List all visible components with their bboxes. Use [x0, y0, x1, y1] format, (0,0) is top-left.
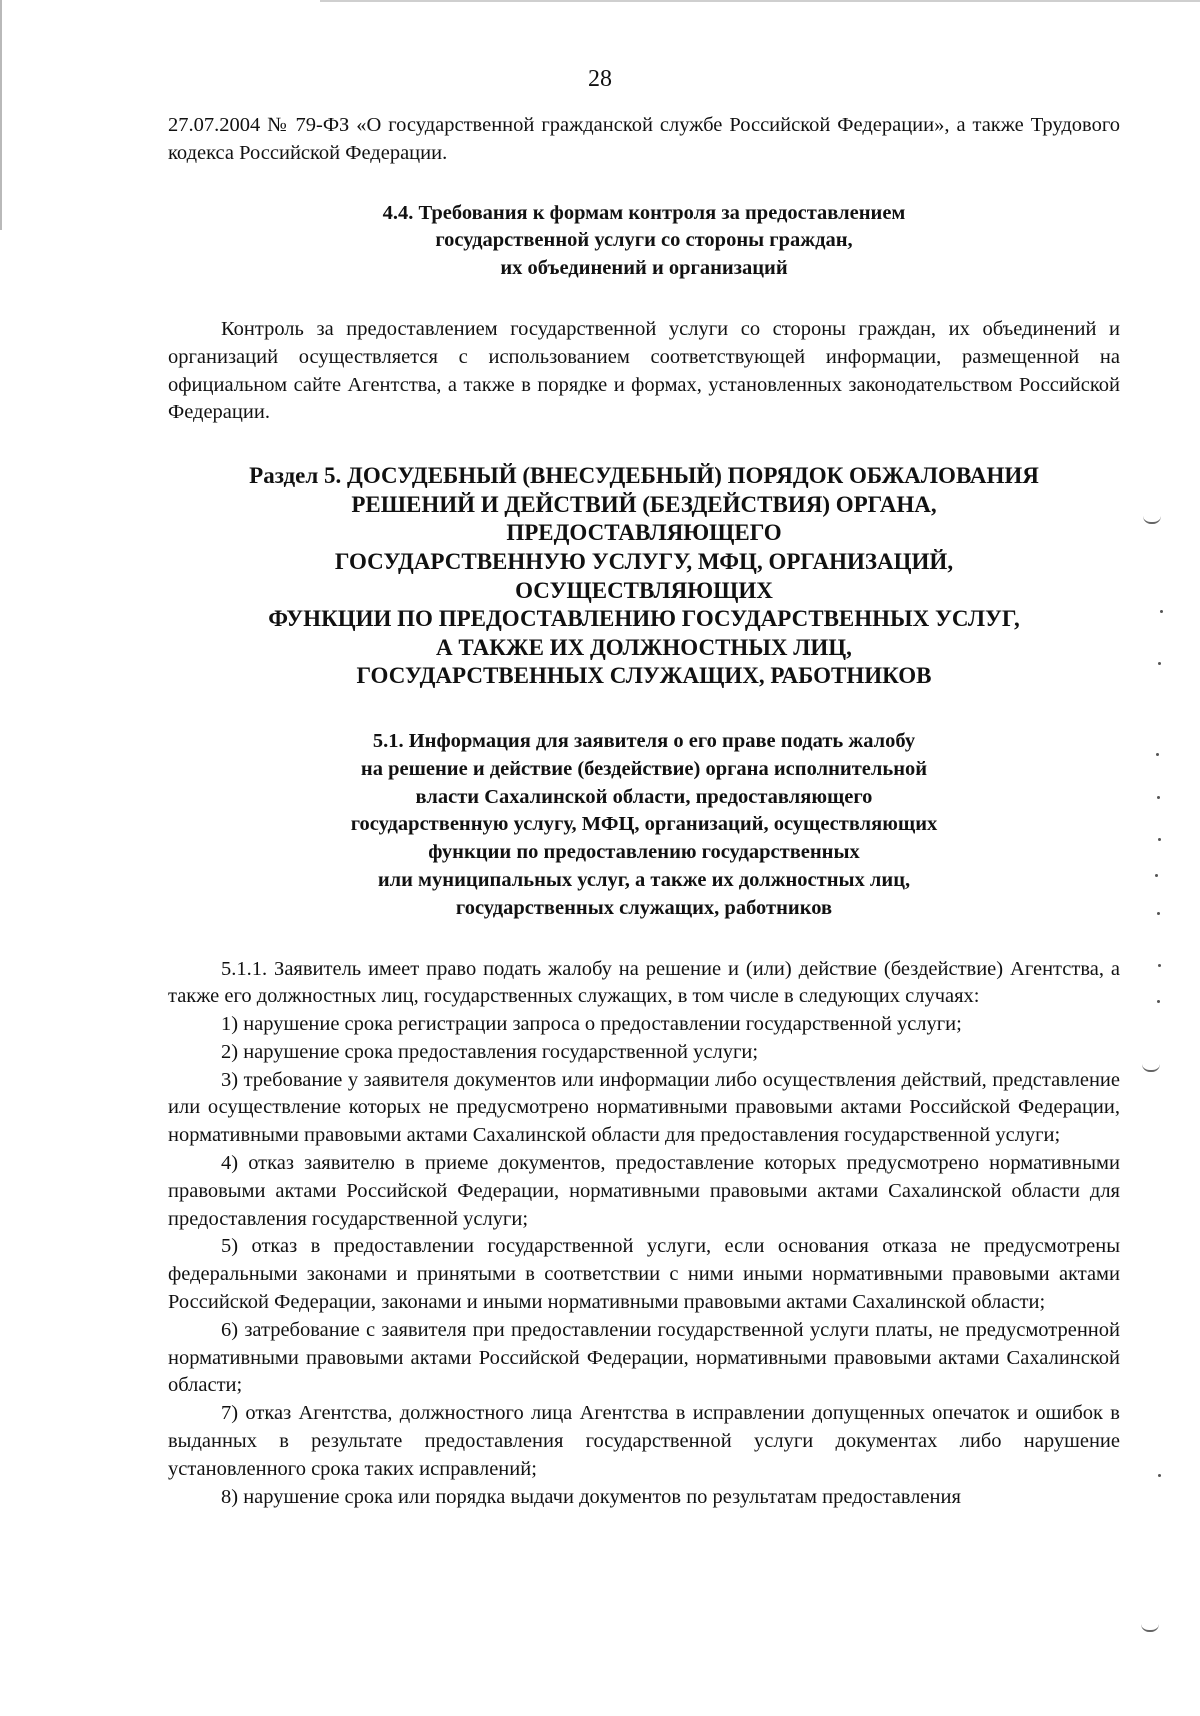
heading-5-1-line: 5.1. Информация для заявителя о его праве подать жалобу [372, 729, 916, 752]
scan-mark [1158, 1474, 1161, 1477]
document-body [168, 112, 1120, 1511]
list-item: 6) затребование с заявителя при предоставлении государственной услуги платы, не предусмотренной нормативными правовыми актами Российской Федерации, нормативными правовыми актами Сахалинской области; [168, 1318, 1120, 1397]
heading-4-4 [168, 200, 1120, 283]
heading-4-4-line: 4.4. Требования к формам контроля за предоставлением [382, 201, 906, 224]
scan-mark [1157, 1000, 1160, 1003]
scan-edge-left [0, 0, 2, 230]
heading-5-1-line: или муниципальных услуг, а также их должностных лиц, [377, 868, 911, 891]
scan-mark [1157, 912, 1160, 915]
control-paragraph: Контроль за предоставлением государственной услуги со стороны граждан, их объединений и организаций осуществляется с использованием соответствующей информации, размещенной на официальном сайте Агентства, а также в порядке и формах, установленных законодательством Российской Федерации. [168, 317, 1120, 424]
scan-mark [1158, 838, 1161, 841]
section-5-title-line: РЕШЕНИЙ И ДЕЙСТВИЙ (БЕЗДЕЙСТВИЯ) ОРГАНА, [351, 491, 937, 517]
heading-5-1-line: власти Сахалинской области, предоставляющего [415, 785, 873, 808]
heading-5-1-line: государственную услугу, МФЦ, организаций, осуществляющих [350, 813, 938, 836]
section-5-title-line: ГОСУДАРСТВЕННЫХ СЛУЖАЩИХ, РАБОТНИКОВ [356, 663, 932, 689]
scan-edge-top [320, 0, 1200, 2]
heading-4-4-line: государственной услуги со стороны граждан, [435, 229, 853, 252]
scan-mark [1156, 753, 1159, 756]
scan-mark [1142, 1064, 1160, 1072]
scan-mark [1160, 610, 1163, 613]
intro-paragraph: 27.07.2004 № 79-ФЗ «О государственной гражданской службе Российской Федерации», а также Трудового кодекса Российской Федерации. [168, 114, 1120, 164]
list-item: 8) нарушение срока или порядка выдачи документов по результатам предоставления [221, 1485, 961, 1508]
scan-mark [1158, 964, 1161, 967]
scan-mark [1157, 796, 1160, 799]
list-item: 5) отказ в предоставлении государственной услуги, если основания отказа не предусмотрены федеральными законами и принятыми в соответствии с ними иными нормативными правовыми актами Российской Федерации, законами и иными нормативными правовыми актами Сахалинской области; [168, 1235, 1120, 1314]
list-item: 7) отказ Агентства, должностного лица Агентства в исправлении допущенных опечаток и ошибок в выданных в результате предоставления государственной услуги документах либо нарушение установленного срока таких исправлений; [168, 1402, 1120, 1480]
scan-mark [1158, 662, 1161, 665]
section-5-title-line: ОСУЩЕСТВЛЯЮЩИХ [515, 577, 773, 603]
heading-5-1-line: государственных служащих, работников [455, 896, 833, 919]
section-5-title-line: ПРЕДОСТАВЛЯЮЩЕГО [506, 520, 782, 546]
heading-5-1-line: на решение и действие (бездействие) органа исполнительной [360, 757, 928, 780]
scan-mark [1143, 516, 1161, 524]
section-5-title [168, 462, 1120, 691]
scan-mark [1141, 1624, 1159, 1632]
section-5-title-line: ФУНКЦИИ ПО ПРЕДОСТАВЛЕНИЮ ГОСУДАРСТВЕННЫХ УСЛУГ, [268, 606, 1020, 632]
section-5-title-line: Раздел 5. ДОСУДЕБНЫЙ (ВНЕСУДЕБНЫЙ) ПОРЯДОК ОБЖАЛОВАНИЯ [249, 463, 1039, 489]
violation-list [168, 1011, 1120, 1511]
list-item: 3) требование у заявителя документов или информации либо осуществления действий, представление или осуществление которых не предусмотрено нормативными правовыми актами Российской Федерации, нормативными правовыми актами Сахалинской области для предоставления государственной услуги; [168, 1068, 1120, 1147]
heading-4-4-line: их объединений и организаций [500, 257, 788, 280]
list-item: 2) нарушение срока предоставления государственной услуги; [221, 1040, 759, 1063]
scan-mark [1155, 874, 1158, 877]
section-5-title-line: А ТАКЖЕ ИХ ДОЛЖНОСТНЫХ ЛИЦ, [436, 634, 852, 660]
heading-5-1-line: функции по предоставлению государственных [428, 841, 860, 864]
heading-5-1 [168, 728, 1120, 923]
list-item: 4) отказ заявителю в приеме документов, предоставление которых предусмотрено нормативными правовыми актами Российской Федерации, нормативными правовыми актами Сахалинской области для предоставления государственной услуги; [168, 1152, 1120, 1230]
list-item: 1) нарушение срока регистрации запроса о предоставлении государственной услуги; [221, 1013, 962, 1036]
section-5-title-line: ГОСУДАРСТВЕННУЮ УСЛУГУ, МФЦ, ОРГАНИЗАЦИЙ, [334, 548, 954, 574]
paragraph-5-1-1: 5.1.1. Заявитель имеет право подать жалобу на решение и (или) действие (бездействие) Агентства, а также его должностных лиц, государственных служащих, в том числе в следующих случаях: [168, 957, 1120, 1008]
page-number: 28 [588, 66, 612, 92]
